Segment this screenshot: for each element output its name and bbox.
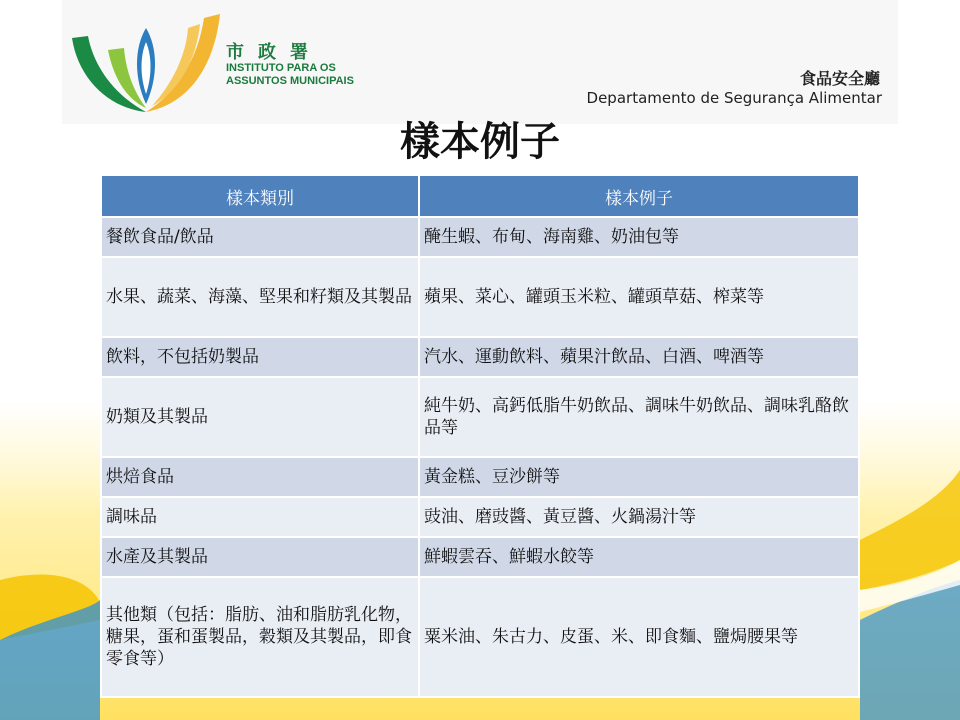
examples-cell: 黃金糕、豆沙餅等 [419,457,859,497]
category-cell: 餐飲食品/飲品 [101,217,419,257]
examples-cell: 豉油、磨豉醬、黃豆醬、火鍋湯汁等 [419,497,859,537]
category-cell: 其他類（包括：脂肪、油和脂肪乳化物，糖果，蛋和蛋製品，穀類及其製品，即食零食等） [101,577,419,697]
logo-name-chinese: 市政署 [226,42,322,63]
department-name-portuguese: Departamento de Segurança Alimentar [586,89,882,107]
category-cell: 奶類及其製品 [101,377,419,457]
municipal-logo-icon [68,8,224,120]
category-cell: 水產及其製品 [101,537,419,577]
examples-cell: 純牛奶、高鈣低脂牛奶飲品、調味牛奶飲品、調味乳酪飲品等 [419,377,859,457]
examples-cell: 鮮蝦雲吞、鮮蝦水餃等 [419,537,859,577]
examples-cell: 蘋果、菜心、罐頭玉米粒、罐頭草菇、榨菜等 [419,257,859,337]
header-sample-category: 樣本類別 [101,175,419,217]
table-row [101,577,859,697]
category-cell: 調味品 [101,497,419,537]
examples-cell: 醃生蝦、布甸、海南雞、奶油包等 [419,217,859,257]
examples-cell: 粟米油、朱古力、皮蛋、米、即食麵、鹽焗腰果等 [419,577,859,697]
page-title: 樣本例子 [400,119,560,165]
department-name-chinese: 食品安全廳 [799,69,880,88]
category-cell: 飲料，不包括奶製品 [101,337,419,377]
table-header-row [101,175,859,217]
table-row [101,457,859,497]
table-row [101,537,859,577]
category-cell: 水果、蔬菜、海藻、堅果和籽類及其製品 [101,257,419,337]
table-row [101,337,859,377]
table-row [101,257,859,337]
sample-table [100,174,860,698]
table-row [101,217,859,257]
table-row [101,497,859,537]
logo-name-pt-line1: INSTITUTO PARA OS [226,62,336,74]
logo-name-portuguese [226,62,354,88]
category-cell: 烘焙食品 [101,457,419,497]
logo-name-pt-line2: ASSUNTOS MUNICIPAIS [226,75,354,87]
table-row [101,377,859,457]
header-sample-examples: 樣本例子 [419,175,859,217]
examples-cell: 汽水、運動飲料、蘋果汁飲品、白酒、啤酒等 [419,337,859,377]
